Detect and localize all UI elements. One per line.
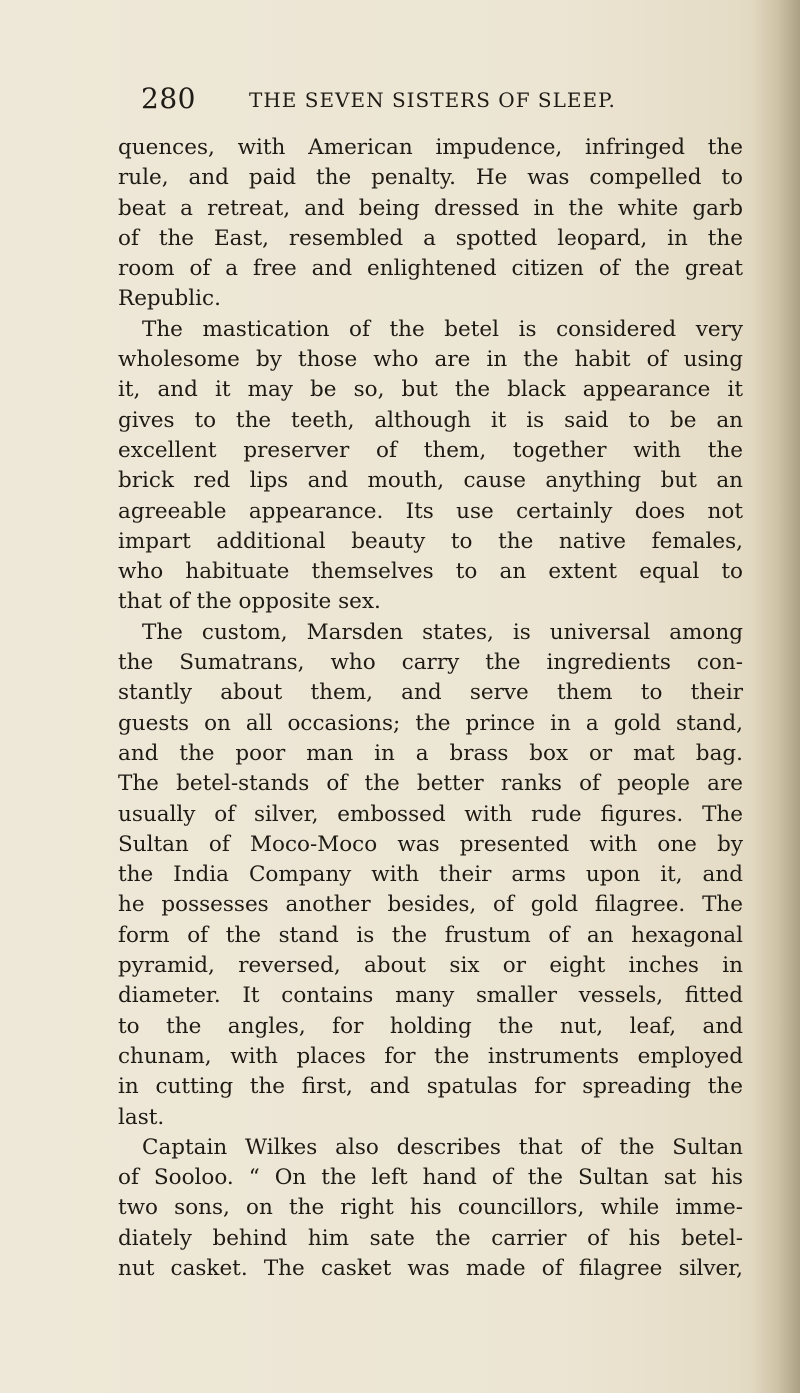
text-line: of Sooloo. “ On the left hand of the Sultan sat his [118,1165,743,1191]
text-line: Sultan of Moco-Moco was presented with one by [118,831,743,857]
text-line: beat a retreat, and being dressed in the white garb [118,195,743,221]
text-line: room of a free and enlightened citizen of the great [118,256,743,282]
page-header [141,82,741,118]
text-line: the Sumatrans, who carry the ingredients con- [118,650,743,676]
text-line: gives to the teeth, although it is said to be an [118,407,743,433]
text-line: The custom, Marsden states, is universal among [142,619,743,645]
text-line: it, and it may be so, but the black appearance it [118,377,743,403]
text-line: that of the opposite sex. [118,589,381,615]
text-line: quences, with American impudence, infringed the [118,135,743,160]
text-line: rule, and paid the penalty. He was compelled to [118,165,743,191]
text-line: to the angles, for holding the nut, leaf, and [118,1013,743,1039]
text-line: impart additional beauty to the native females, [118,528,743,554]
text-line: usually of silver, embossed with rude figures. The [118,801,743,827]
text-line: The betel-stands of the better ranks of people are [118,771,743,797]
text-line: excellent preserver of them, together with the [118,437,743,463]
text-line: diately behind him sate the carrier of his betel- [118,1225,743,1251]
text-line: guests on all occasions; the prince in a gold stand, [118,710,743,736]
text-line: Captain Wilkes also describes that of the Sultan [142,1134,743,1160]
text-line: nut casket. The casket was made of filagree silver, [118,1255,743,1281]
text-line: brick red lips and mouth, cause anything but an [118,468,743,494]
running-title: THE SEVEN SISTERS OF SLEEP. [249,88,616,112]
text-line: wholesome by those who are in the habit of using [118,347,743,373]
text-line: he possesses another besides, of gold filagree. The [118,892,743,918]
text-line: two sons, on the right his councillors, while imme- [118,1195,743,1221]
text-line: form of the stand is the frustum of an hexagonal [118,922,743,948]
page-number: 280 [141,82,196,115]
text-line: and the poor man in a brass box or mat bag. [118,740,743,766]
page-edge-shadow [752,0,800,1393]
text-line: chunam, with places for the instruments employed [118,1043,743,1069]
text-line: of the East, resembled a spotted leopard, in the [118,225,743,251]
text-line: the India Company with their arms upon it, and [118,862,743,888]
text-line: Republic. [118,286,221,312]
body-text [118,133,743,1284]
text-line: who habituate themselves to an extent equal to [118,559,743,585]
text-line: pyramid, reversed, about six or eight inches in [118,953,743,979]
text-line: last. [118,1104,165,1130]
text-line: diameter. It contains many smaller vessels, fitted [118,983,743,1009]
text-line: agreeable appearance. Its use certainly does not [118,498,743,524]
text-line: The mastication of the betel is considered very [142,316,743,342]
text-line: in cutting the first, and spatulas for spreading the [118,1074,743,1100]
text-line: stantly about them, and serve them to their [118,680,743,706]
